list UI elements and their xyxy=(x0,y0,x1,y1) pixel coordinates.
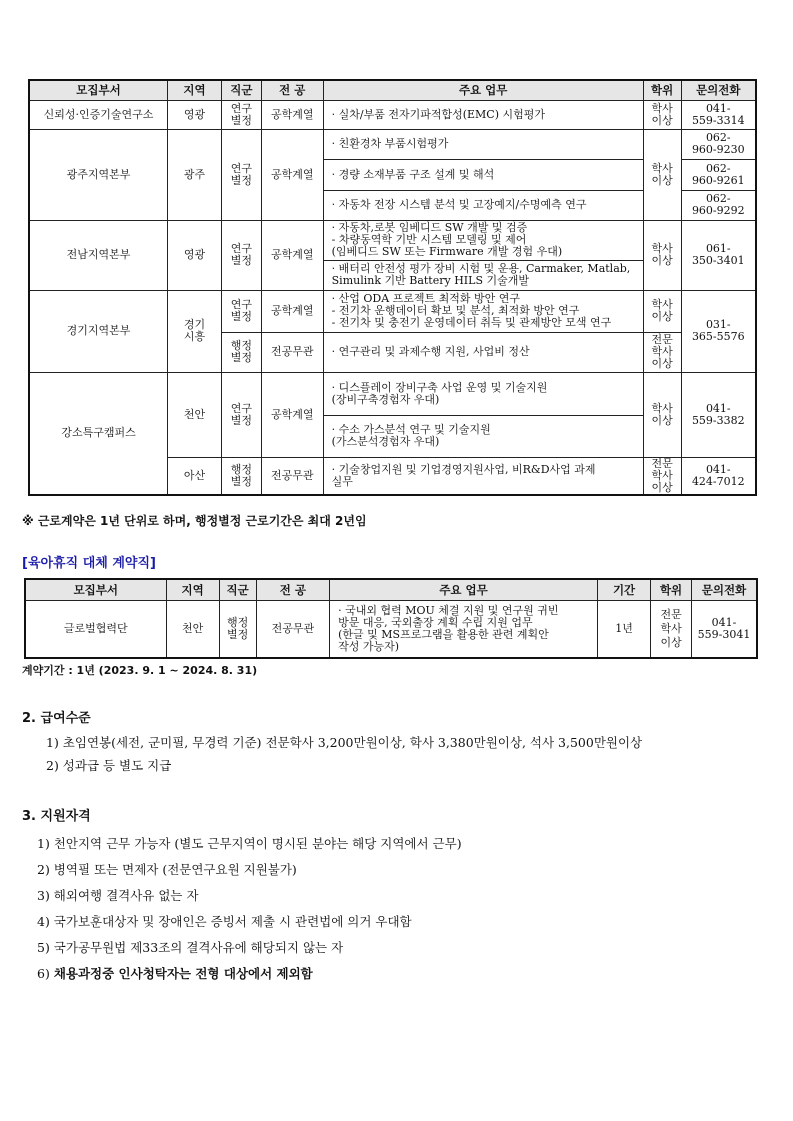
degree-cell: 학사 이상 xyxy=(643,220,681,290)
parental-leave-table xyxy=(24,578,758,659)
degree-cell: 학사 이상 xyxy=(643,372,681,457)
header-duty: 주요 업무 xyxy=(323,80,643,100)
header-degree: 학위 xyxy=(651,579,692,600)
salary-item-2: 2) 성과급 등 별도 지급 xyxy=(46,758,172,773)
job-cell: 행정 별정 xyxy=(219,600,256,658)
header-phone: 문의전화 xyxy=(692,579,757,600)
table-row xyxy=(25,600,757,658)
degree-cell: 학사 이상 xyxy=(643,100,681,129)
table-row xyxy=(29,220,756,260)
dept-cell: 신뢰성·인증기술연구소 xyxy=(29,100,168,129)
dept-cell: 전남지역본부 xyxy=(29,220,168,290)
job-cell: 행정 별정 xyxy=(221,457,261,495)
period-cell: 1년 xyxy=(597,600,650,658)
phone-cell: 062- 960-9261 xyxy=(681,159,756,190)
dept-cell: 글로벌협력단 xyxy=(25,600,166,658)
major-cell: 전공무관 xyxy=(256,600,330,658)
phone-cell: 031- 365-5576 xyxy=(681,290,756,372)
header-dept: 모집부서 xyxy=(29,80,168,100)
duty-cell: · 배터리 안전성 평가 장비 시험 및 운용, Carmaker, Matlab, Simulink 기반 Battery HILS 기술개발 xyxy=(323,260,643,290)
header-major: 전 공 xyxy=(261,80,323,100)
salary-item-1: 1) 초임연봉(세전, 군미필, 무경력 기준) 전문학사 3,200만원이상, 학사 3,380만원이상, 석사 3,500만원이상 xyxy=(46,735,643,750)
header-phone: 문의전화 xyxy=(681,80,756,100)
header-dept: 모집부서 xyxy=(25,579,166,600)
job-cell: 연구 별정 xyxy=(221,290,261,332)
phone-cell: 041- 559-3314 xyxy=(681,100,756,129)
qualification-item-3: 3) 해외여행 결격사유 없는 자 xyxy=(37,888,199,903)
table-row xyxy=(29,129,756,159)
duty-cell: · 친환경차 부품시험평가 xyxy=(323,129,643,159)
header-region: 지역 xyxy=(168,80,222,100)
qualification-item-4: 4) 국가보훈대상자 및 장애인은 증빙서 제출 시 관련법에 의거 우대함 xyxy=(37,914,412,929)
qualification-item-6-number: 6) xyxy=(37,966,50,981)
job-cell: 행정 별정 xyxy=(221,332,261,372)
duty-cell: · 연구관리 및 과제수행 지원, 사업비 정산 xyxy=(323,332,643,372)
header-job: 직군 xyxy=(221,80,261,100)
header-period: 기간 xyxy=(597,579,650,600)
phone-cell: 041- 559-3041 xyxy=(692,600,757,658)
duty-cell: · 실차/부품 전자기파적합성(EMC) 시험평가 xyxy=(323,100,643,129)
dept-cell: 강소특구캠퍼스 xyxy=(29,372,168,495)
degree-cell: 전문 학사 이상 xyxy=(651,600,692,658)
job-cell: 연구 별정 xyxy=(221,220,261,290)
table-row xyxy=(29,372,756,415)
duty-cell: · 국내외 협력 MOU 체결 지원 및 연구원 귀빈 방문 대응, 국외출장 계획 수립 지원 업무 (한글 및 MS프로그램을 활용한 관련 계획안 작성 가능자) xyxy=(330,600,598,658)
header-region: 지역 xyxy=(166,579,219,600)
header-major: 전 공 xyxy=(256,579,330,600)
duty-cell: · 디스플레이 장비구축 사업 운영 및 기술지원 (장비구축경험자 우대) xyxy=(323,372,643,415)
table-row xyxy=(29,100,756,129)
job-cell: 연구 별정 xyxy=(221,372,261,457)
table-row xyxy=(29,290,756,332)
region-cell: 천안 xyxy=(168,372,222,457)
duty-cell: · 자동차 전장 시스템 분석 및 고장예지/수명예측 연구 xyxy=(323,190,643,220)
duty-cell: · 수소 가스분석 연구 및 기술지원 (가스분석경험자 우대) xyxy=(323,415,643,457)
contract-period: 계약기간 : 1년 (2023. 9. 1 ∼ 2024. 8. 31) xyxy=(22,664,258,677)
qualification-section-title: 3. 지원자격 xyxy=(22,809,91,824)
job-cell: 연구 별정 xyxy=(221,129,261,220)
major-cell: 공학계열 xyxy=(261,290,323,332)
region-cell: 아산 xyxy=(168,457,222,495)
header-duty: 주요 업무 xyxy=(330,579,598,600)
salary-section-title: 2. 급여수준 xyxy=(22,711,91,726)
major-cell: 공학계열 xyxy=(261,129,323,220)
degree-cell: 학사 이상 xyxy=(643,290,681,332)
header-degree: 학위 xyxy=(643,80,681,100)
parental-leave-title: [육아휴직 대체 계약직] xyxy=(22,556,156,571)
dept-cell: 경기지역본부 xyxy=(29,290,168,372)
degree-cell: 전문 학사 이상 xyxy=(643,332,681,372)
dept-cell: 광주지역본부 xyxy=(29,129,168,220)
duty-cell: · 자동차,로봇 임베디드 SW 개발 및 검증 - 차량동역학 기반 시스템 모델링 및 제어 (임베디드 SW 또는 Firmware 개발 경험 우대) xyxy=(323,220,643,260)
qualification-item-2: 2) 병역필 또는 면제자 (전문연구요원 지원불가) xyxy=(37,862,297,877)
phone-cell: 062- 960-9292 xyxy=(681,190,756,220)
region-cell: 영광 xyxy=(168,220,222,290)
recruitment-table xyxy=(28,79,757,496)
degree-cell: 학사 이상 xyxy=(643,129,681,220)
major-cell: 공학계열 xyxy=(261,100,323,129)
major-cell: 공학계열 xyxy=(261,220,323,290)
contract-note: ※ 근로계약은 1년 단위로 하며, 행정별정 근로기간은 최대 2년임 xyxy=(22,514,367,528)
phone-cell: 061- 350-3401 xyxy=(681,220,756,290)
duty-cell: · 산업 ODA 프로젝트 최적화 방안 연구 - 전기차 운행데이터 확보 및 분석, 최적화 방안 연구 - 전기차 및 충전기 운영데이터 취득 및 관제방안 모색 연구 xyxy=(323,290,643,332)
qualification-item-5: 5) 국가공무원법 제33조의 결격사유에 해당되지 않는 자 xyxy=(37,940,344,955)
duty-cell: · 경량 소재부품 구조 설계 및 해석 xyxy=(323,159,643,190)
region-cell: 영광 xyxy=(168,100,222,129)
major-cell: 전공무관 xyxy=(261,457,323,495)
phone-cell: 062- 960-9230 xyxy=(681,129,756,159)
region-cell: 경기 시흥 xyxy=(168,290,222,372)
degree-cell: 전문 학사 이상 xyxy=(643,457,681,495)
qualification-item-6 xyxy=(37,964,313,982)
job-cell: 연구 별정 xyxy=(221,100,261,129)
major-cell: 공학계열 xyxy=(261,372,323,457)
duty-cell: · 기술창업지원 및 기업경영지원사업, 비R&D사업 과제 실무 xyxy=(323,457,643,495)
qualification-item-6-text: 채용과정중 인사청탁자는 전형 대상에서 제외함 xyxy=(53,966,313,981)
phone-cell: 041- 559-3382 xyxy=(681,372,756,457)
phone-cell: 041- 424-7012 xyxy=(681,457,756,495)
header-job: 직군 xyxy=(219,579,256,600)
region-cell: 천안 xyxy=(166,600,219,658)
qualification-item-1: 1) 천안지역 근무 가능자 (별도 근무지역이 명시된 분야는 해당 지역에서 근무) xyxy=(37,836,462,851)
major-cell: 전공무관 xyxy=(261,332,323,372)
region-cell: 광주 xyxy=(168,129,222,220)
